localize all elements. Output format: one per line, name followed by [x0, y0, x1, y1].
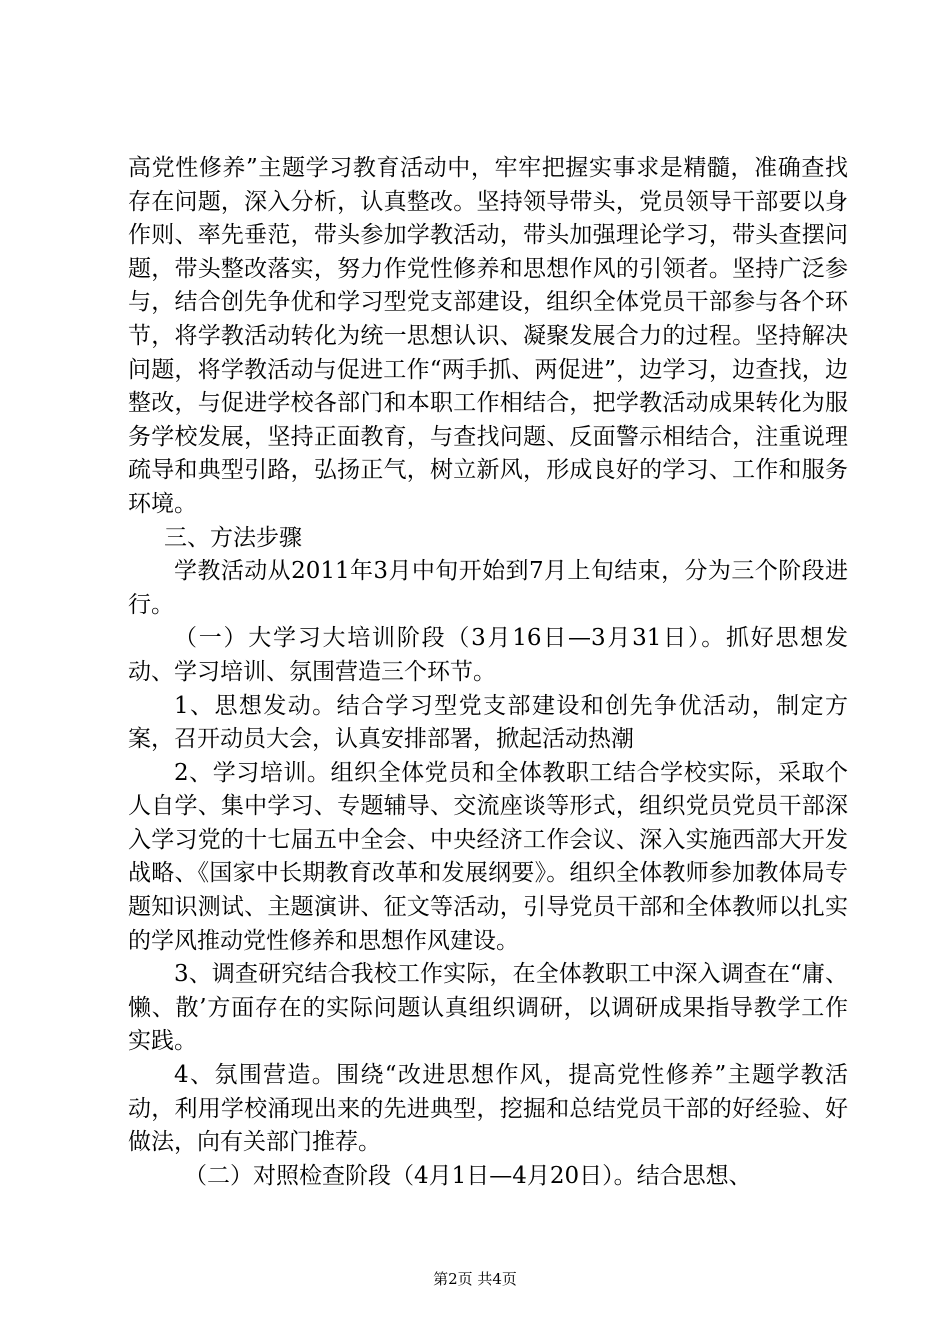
stage-two-heading: （二）对照检查阶段（4月1日—4月20日）。结合思想、: [184, 1162, 752, 1189]
item-atmosphere: 4、氛围营造。围绕“改进思想作风，提高党性修养”主题学教活动，利用学校涌现出来的先进典型，挖掘和总结党员干部的好经验、好做法，向有关部门推荐。: [128, 1062, 848, 1156]
body-paragraph-schedule: 学教活动从2011年3月中旬开始到7月上旬结束，分为三个阶段进行。: [128, 558, 848, 618]
item-research: 3、调查研究结合我校工作实际，在全体教职工中深入调查在“庸、懒、散’方面存在的实际问题认真组织调研，以调研成果指导教学工作实践。: [128, 961, 848, 1055]
item-ideological-mobilization: 1、思想发动。结合学习型党支部建设和创先争优活动，制定方案，召开动员大会，认真安排部署，掀起活动热潮: [128, 692, 848, 753]
stage-one-heading: （一）大学习大培训阶段（3月16日—3月31日）。抓好思想发动、学习培训、氛围营造三个环节。: [128, 625, 848, 685]
page-footer: 第2页 共4页: [433, 1270, 517, 1288]
section-heading-methods: 三、方法步骤: [164, 524, 302, 551]
body-paragraph-1: 高党性修养”主题学习教育活动中，牢牢把握实事求是精髓，准确查找存在问题，深入分析，认真整改。坚持领导带头，党员领导干部要以身作则、率先垂范，带头参加学教活动，带头加强理论学习，带头查摆问题，带头整改落实，努力作党性修养和思想作风的引领者。坚持广泛参与，结合创先争优和学习型党支部建设，组织全体党员干部参与各个环节，将学教活动转化为统一思想认识、凝聚发展合力的过程。坚持解决问题，将学教活动与促进工作“两手抓、两促进”，边学习，边查找，边整改，与促进学校各部门和本职工作相结合，把学教活动成果转化为服务学校发展，坚持正面教育，与查找问题、反面警示相结合，注重说理疏导和典型引路，弘扬正气，树立新风，形成良好的学习、工作和服务环境。: [128, 155, 848, 517]
document-body: [128, 152, 848, 1193]
item-study-training: 2、学习培训。组织全体党员和全体教职工结合学校实际，采取个人自学、集中学习、专题辅导、交流座谈等形式，组织党员党员干部深入学习党的十七届五中全会、中央经济工作会议、深入实施西部大开发战略、《国家中长期教育改革和发展纲要》。组织全体教师参加教体局专题知识测试、主题演讲、征文等活动，引导党员干部和全体教师以扎实的学风推动党性修养和思想作风建设。: [128, 759, 848, 954]
